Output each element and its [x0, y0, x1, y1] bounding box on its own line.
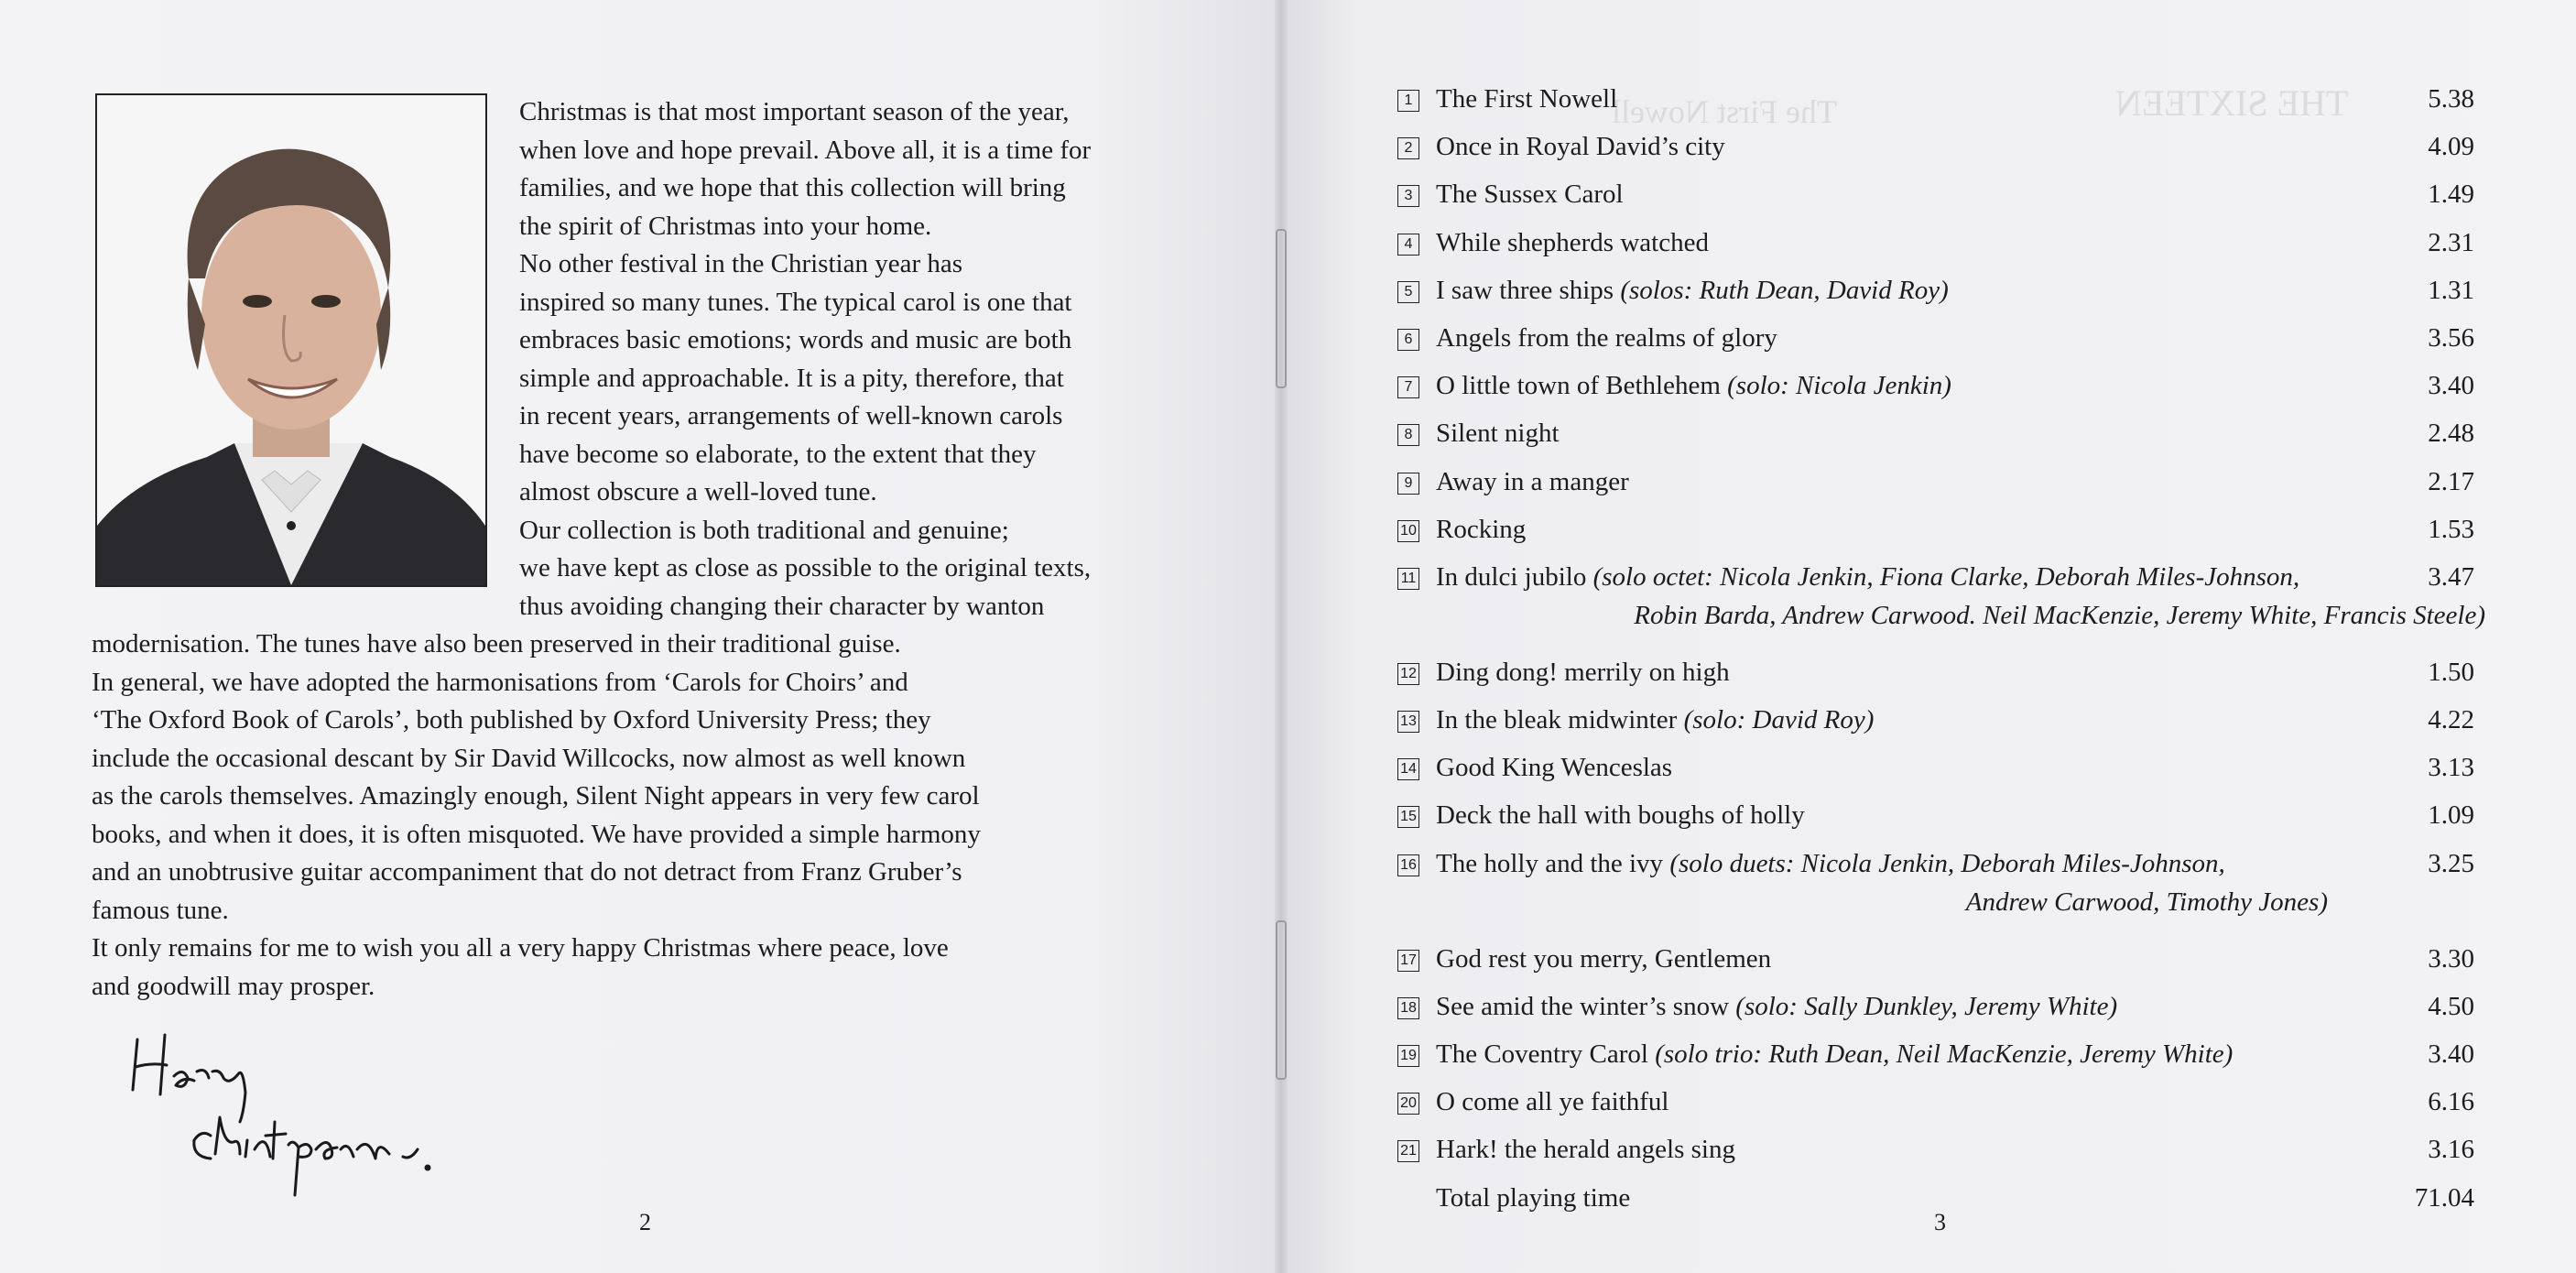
track-duration: 1.53 [2428, 514, 2474, 544]
track-title: I saw three ships [1436, 275, 1614, 305]
track-row [1394, 799, 2474, 846]
track-row [1394, 1085, 2474, 1133]
track-title: Ding dong! merrily on high [1436, 657, 1730, 687]
track-row [1394, 513, 2474, 560]
track-title-line [1436, 419, 1560, 449]
track-title: Silent night [1436, 419, 1560, 449]
page-number-right: 3 [1934, 1209, 1946, 1235]
text-line: families, and we hope that this collection will bring [519, 173, 1066, 202]
text-line: and an unobtrusive guitar accompaniment that do not detract from Franz Gruber’s [92, 857, 962, 887]
text-line: Our collection is both traditional and genuine; [519, 515, 1009, 545]
track-duration: 2.48 [2428, 419, 2474, 449]
track-row [1394, 1038, 2474, 1085]
track-soloists: (solos: Ruth Dean, David Roy) [1620, 275, 1949, 305]
text-line: the spirit of Christmas into your home. [519, 211, 932, 241]
text-line: almost obscure a well-loved tune. [519, 477, 877, 506]
track-duration: 5.38 [2428, 84, 2474, 114]
track-number-box: 10 [1397, 520, 1419, 542]
track-soloists-continued: Andrew Carwood, Timothy Jones) [1965, 887, 2328, 917]
booklet-spine [1275, 0, 1288, 1273]
track-number-box: 16 [1397, 854, 1419, 876]
portrait-photo [95, 93, 487, 587]
track-title: In dulci jubilo [1436, 561, 1587, 592]
track-row [1394, 751, 2474, 799]
track-row [1394, 321, 2474, 369]
track-soloists: (solo: Sally Dunkley, Jeremy White) [1735, 991, 2118, 1021]
track-title: Good King Wenceslas [1436, 753, 1673, 783]
intro-text-top [519, 93, 1091, 626]
track-title: The holly and the ivy [1436, 848, 1664, 878]
track-title-line [1436, 180, 1624, 210]
track-duration: 2.17 [2428, 466, 2474, 496]
track-number-box: 13 [1397, 711, 1419, 733]
track-title: See amid the winter’s snow [1436, 991, 1730, 1021]
track-number-box: 15 [1397, 806, 1419, 828]
track-title-line [1436, 228, 1709, 258]
track-title-line [1436, 992, 2117, 1022]
signature-handwritten [128, 1021, 495, 1204]
text-line: include the occasional descant by Sir David Willcocks, now almost as well known [92, 743, 966, 773]
track-duration: 3.13 [2428, 753, 2474, 783]
text-line: thus avoiding changing their character by wanton [519, 591, 1045, 621]
text-line: ‘The Oxford Book of Carols’, both published by Oxford University Press; they [92, 705, 931, 734]
track-row [1394, 560, 2485, 656]
track-duration: 3.56 [2428, 322, 2474, 353]
track-row [1394, 417, 2474, 464]
total-label: Total playing time [1436, 1182, 1631, 1213]
track-row [1394, 703, 2474, 751]
track-number-box: 8 [1397, 424, 1419, 446]
track-number-box: 7 [1397, 376, 1419, 398]
track-duration: 4.22 [2428, 705, 2474, 735]
text-line: In general, we have adopted the harmonisations from ‘Carols for Choirs’ and [92, 667, 908, 697]
track-title: Rocking [1436, 514, 1527, 544]
track-title: O little town of Bethlehem [1436, 371, 1721, 401]
track-number-box: 1 [1397, 90, 1419, 112]
text-line: famous tune. [92, 895, 229, 925]
track-row [1394, 130, 2474, 178]
track-duration: 1.50 [2428, 657, 2474, 687]
track-number-box: 9 [1397, 473, 1419, 495]
track-number-box: 21 [1397, 1140, 1419, 1162]
track-soloists: (solo duets: Nicola Jenkin, Deborah Miles-Johnson, [1669, 848, 2225, 878]
track-soloists: (solo octet: Nicola Jenkin, Fiona Clarke, Deborah Miles-Johnson, [1592, 561, 2300, 592]
track-title-line [1436, 800, 1805, 831]
track-title: Once in Royal David’s city [1436, 132, 1725, 162]
ghost-heading: THE SIXTEEN [2115, 82, 2349, 124]
track-soloists: (solo trio: Ruth Dean, Neil MacKenzie, Jeremy White) [1655, 1039, 2234, 1069]
track-duration: 1.49 [2428, 180, 2474, 210]
text-line: books, and when it does, it is often misquoted. We have provided a simple harmony [92, 819, 981, 849]
track-duration: 1.09 [2428, 800, 2474, 831]
track-title-line [1436, 944, 1771, 974]
track-number-box: 11 [1397, 568, 1419, 590]
track-title-line [1436, 658, 1730, 688]
track-title-line [1436, 1087, 1668, 1117]
track-row [1394, 82, 2474, 130]
track-duration: 2.31 [2428, 227, 2474, 257]
track-duration: 3.47 [2428, 561, 2474, 592]
total-duration: 71.04 [2414, 1182, 2474, 1213]
track-title-line [1436, 562, 2299, 593]
track-row [1394, 990, 2474, 1038]
track-number-box: 19 [1397, 1045, 1419, 1067]
staple-bottom [1276, 920, 1287, 1080]
track-number-box: 18 [1397, 997, 1419, 1019]
text-line: as the carols themselves. Amazingly enough, Silent Night appears in very few carol [92, 781, 980, 811]
track-number-box: 17 [1397, 950, 1419, 972]
track-row [1394, 465, 2474, 513]
track-title-line [1436, 753, 1672, 783]
track-duration: 1.31 [2428, 275, 2474, 305]
text-line: when love and hope prevail. Above all, it is a time for [519, 135, 1092, 165]
track-row [1394, 178, 2474, 225]
track-number-box: 6 [1397, 329, 1419, 351]
track-duration: 3.25 [2428, 848, 2474, 878]
track-duration: 4.09 [2428, 132, 2474, 162]
text-line: inspired so many tunes. The typical carol is one that [519, 287, 1072, 317]
text-line: It only remains for me to wish you all a very happy Christmas where peace, love [92, 933, 949, 963]
track-row [1394, 847, 2474, 942]
track-title: Hark! the herald angels sing [1436, 1135, 1735, 1165]
ghost-title: The First Nowell [1612, 93, 1837, 130]
track-soloists: (solo: David Roy) [1683, 705, 1875, 735]
text-line: we have kept as close as possible to the original texts, [519, 553, 1092, 582]
track-row [1394, 656, 2474, 703]
track-duration: 3.40 [2428, 371, 2474, 401]
staple-top [1276, 229, 1287, 388]
track-duration: 3.16 [2428, 1135, 2474, 1165]
track-title: While shepherds watched [1436, 227, 1709, 257]
track-number-box: 5 [1397, 281, 1419, 303]
track-title-line [1436, 1039, 2233, 1070]
track-title-line [1436, 276, 1949, 306]
track-title-line [1436, 84, 1617, 114]
track-row [1394, 226, 2474, 274]
text-line: in recent years, arrangements of well-known carols [519, 401, 1063, 430]
track-duration: 3.30 [2428, 943, 2474, 974]
track-number-box: 2 [1397, 137, 1419, 159]
text-line: embraces basic emotions; words and music are both [519, 325, 1072, 354]
text-line: Christmas is that most important season of the year, [519, 97, 1070, 126]
track-title-line [1436, 467, 1629, 497]
text-line: and goodwill may prosper. [92, 971, 375, 1001]
track-title: Angels from the realms of glory [1436, 322, 1777, 353]
track-title-line [1436, 323, 1777, 354]
track-title-line [1436, 132, 1725, 162]
track-title-line [1436, 1135, 1735, 1165]
track-title: In the bleak midwinter [1436, 705, 1678, 735]
track-title: Away in a manger [1436, 466, 1629, 496]
track-title: O come all ye faithful [1436, 1087, 1669, 1117]
track-row [1394, 369, 2474, 417]
track-duration: 6.16 [2428, 1087, 2474, 1117]
track-title: The Sussex Carol [1436, 180, 1624, 210]
page-number-left: 2 [639, 1209, 651, 1235]
track-number-box: 4 [1397, 234, 1419, 256]
track-number-box: 14 [1397, 758, 1419, 780]
track-title: Deck the hall with boughs of holly [1436, 800, 1805, 831]
text-line: modernisation. The tunes have also been preserved in their traditional guise. [92, 629, 901, 658]
track-number-box: 12 [1397, 663, 1419, 685]
track-row [1394, 1133, 2474, 1181]
track-list [1394, 82, 2485, 1229]
track-row [1394, 274, 2474, 321]
track-number-box: 3 [1397, 185, 1419, 207]
track-duration: 3.40 [2428, 1039, 2474, 1069]
total-playing-time-row [1394, 1181, 2474, 1229]
text-line: simple and approachable. It is a pity, therefore, that [519, 363, 1064, 393]
track-number-box: 20 [1397, 1093, 1419, 1115]
track-title: God rest you merry, Gentlemen [1436, 943, 1772, 974]
track-soloists: (solo: Nicola Jenkin) [1727, 371, 1951, 401]
track-title-line [1436, 515, 1526, 545]
intro-text-bottom [92, 626, 981, 1006]
track-title-line [1436, 849, 2225, 879]
track-row [1394, 942, 2474, 990]
track-title-line [1436, 705, 1874, 735]
text-line: have become so elaborate, to the extent that they [519, 439, 1037, 469]
track-title: The Coventry Carol [1436, 1039, 1648, 1069]
track-soloists-continued: Robin Barda, Andrew Carwood. Neil MacKenzie, Jeremy White, Francis Steele) [1634, 600, 2485, 630]
track-duration: 4.50 [2428, 991, 2474, 1021]
track-title-line [1436, 371, 1951, 401]
text-line: No other festival in the Christian year has [519, 249, 963, 278]
track-title: The First Nowell [1436, 84, 1618, 114]
